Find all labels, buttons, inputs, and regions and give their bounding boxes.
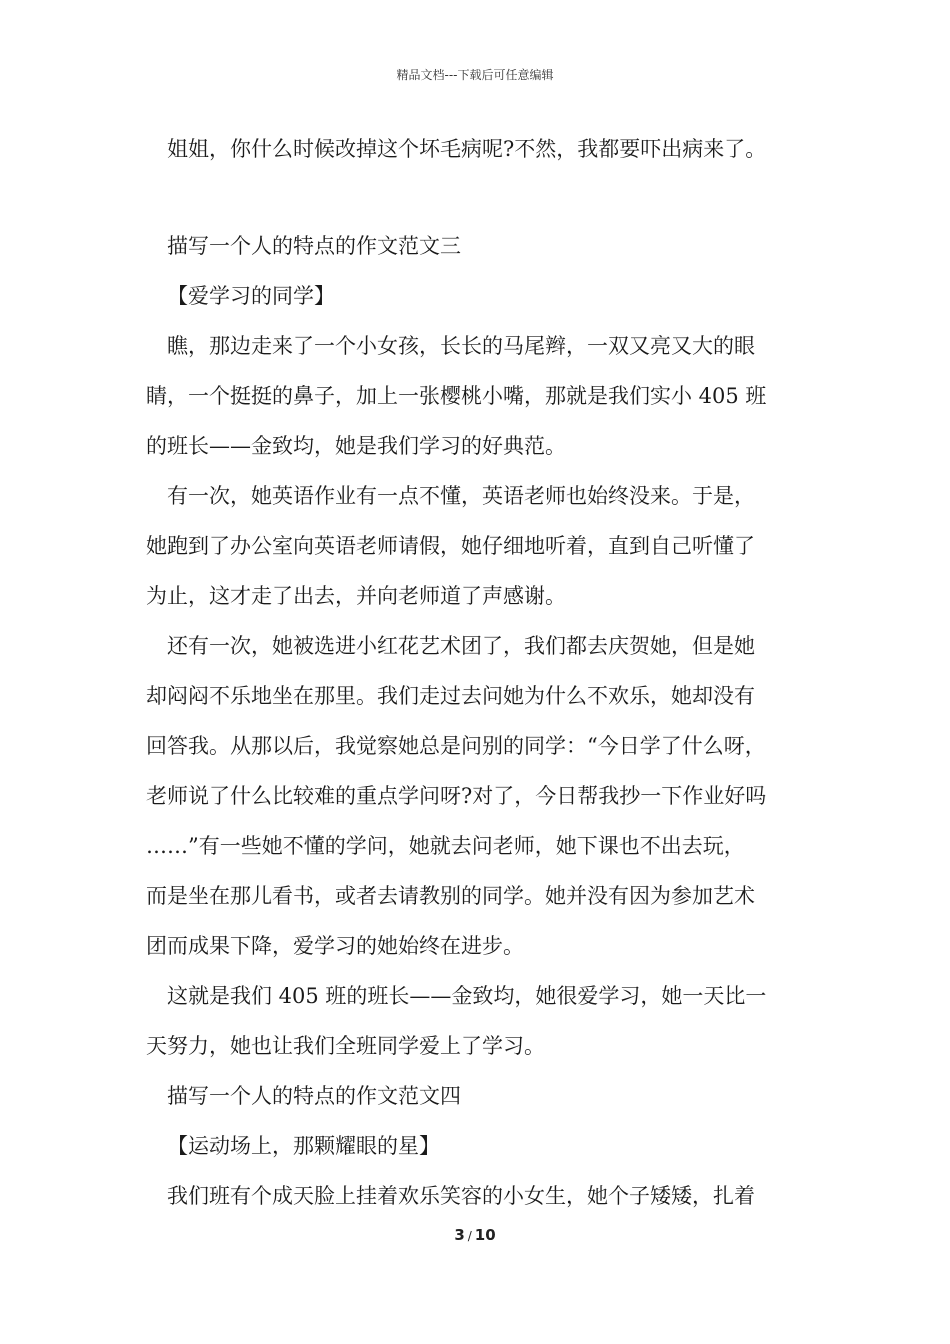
page-total: 10 xyxy=(474,1226,496,1244)
paragraph-line: 她跑到了办公室向英语老师请假，她仔细地听着，直到自己听懂了 xyxy=(146,534,755,558)
paragraph-spacer xyxy=(146,174,810,221)
section-heading: 描写一个人的特点的作文范文三 xyxy=(167,234,461,258)
paragraph-line: 天努力，她也让我们全班同学爱上了学习。 xyxy=(146,1034,545,1058)
paragraph-line: 有一次，她英语作业有一点不懂，英语老师也始终没来。于是， xyxy=(167,484,755,508)
paragraph-line: ……”有一些她不懂的学问，她就去问老师，她下课也不出去玩， xyxy=(146,834,745,858)
page-number xyxy=(0,1226,950,1244)
page-current: 3 xyxy=(454,1226,465,1244)
paragraph-line: 老师说了什么比较难的重点学问呀?对了，今日帮我抄一下作业好吗 xyxy=(146,784,767,808)
essay-title: 【运动场上，那颗耀眼的星】 xyxy=(167,1134,440,1158)
page-separator: / xyxy=(467,1229,472,1243)
paragraph-line: 还有一次，她被选进小红花艺术团了，我们都去庆贺她，但是她 xyxy=(167,634,755,658)
paragraph-line: 却闷闷不乐地坐在那里。我们走过去问她为什么不欢乐，她却没有 xyxy=(146,684,755,708)
paragraph-line: 这就是我们 405 班的班长——金致均，她很爱学习，她一天比一 xyxy=(167,984,767,1008)
paragraph-line: 瞧，那边走来了一个小女孩，长长的马尾辫，一双又亮又大的眼 xyxy=(167,334,755,358)
essay-title: 【爱学习的同学】 xyxy=(167,284,335,308)
paragraph-line: 团而成果下降，爱学习的她始终在进步。 xyxy=(146,934,524,958)
paragraph-line: 的班长——金致均，她是我们学习的好典范。 xyxy=(146,434,566,458)
paragraph-line: 为止，这才走了出去，并向老师道了声感谢。 xyxy=(146,584,566,608)
paragraph-line: 回答我。从那以后，我觉察她总是问别的同学：“今日学了什么呀， xyxy=(146,734,766,758)
paragraph-line: 姐姐，你什么时候改掉这个坏毛病呢?不然，我都要吓出病来了。 xyxy=(167,137,767,161)
paragraph-line: 我们班有个成天脸上挂着欢乐笑容的小女生，她个子矮矮，扎着 xyxy=(167,1184,755,1208)
document-body xyxy=(146,124,810,1221)
paragraph-line: 而是坐在那儿看书，或者去请教别的同学。她并没有因为参加艺术 xyxy=(146,884,755,908)
section-heading: 描写一个人的特点的作文范文四 xyxy=(167,1084,461,1108)
page-header: 精品文档---下载后可任意编辑 xyxy=(396,68,554,82)
paragraph-line: 睛，一个挺挺的鼻子，加上一张樱桃小嘴，那就是我们实小 405 班 xyxy=(146,384,767,408)
